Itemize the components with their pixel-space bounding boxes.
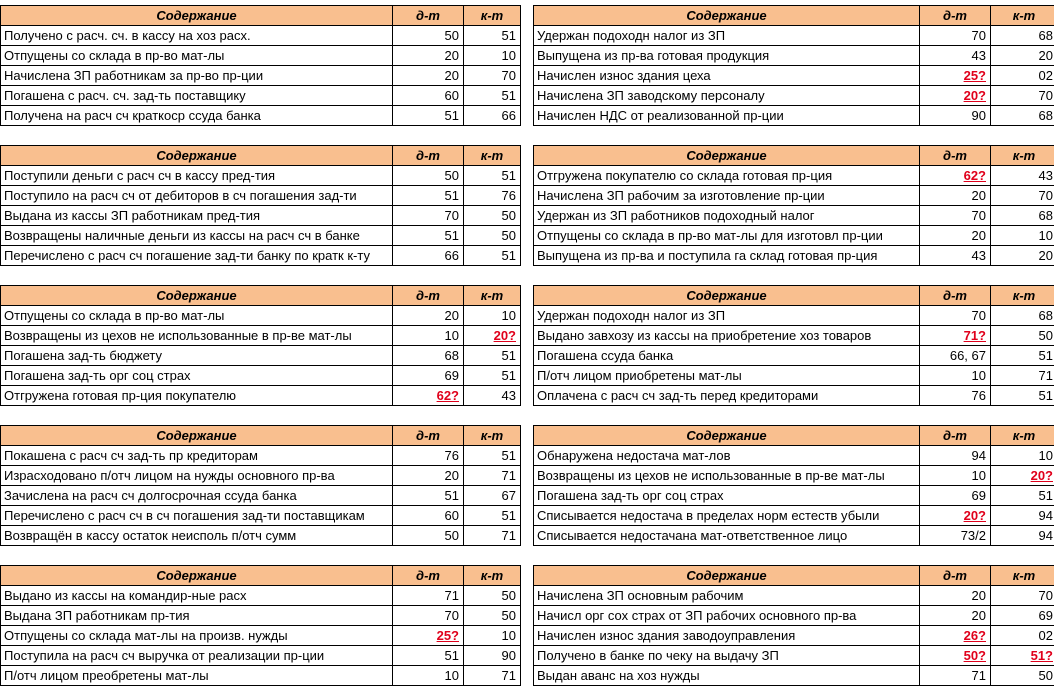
- credit-cell[interactable]: 67: [464, 486, 521, 506]
- credit-cell[interactable]: 43: [991, 166, 1054, 186]
- content-cell[interactable]: Зачислена на расч сч долгосрочная ссуда банка: [1, 486, 393, 506]
- table-row: [534, 526, 1054, 546]
- credit-cell[interactable]: 51: [991, 486, 1054, 506]
- table-row: [534, 306, 1054, 326]
- header-content[interactable]: Содержание: [1, 146, 393, 166]
- header-content[interactable]: Содержание: [534, 286, 920, 306]
- table-row: [1, 486, 521, 506]
- content-cell[interactable]: Начислена ЗП работникам за пр-во пр-ции: [1, 66, 393, 86]
- debit-cell[interactable]: 71: [393, 586, 464, 606]
- credit-cell[interactable]: 70: [991, 186, 1054, 206]
- table-row: [1, 186, 521, 206]
- debit-cell[interactable]: 43: [920, 46, 991, 66]
- content-cell[interactable]: Списывается недостачана мат-ответственное лицо: [534, 526, 920, 546]
- left-table-group-2: [0, 145, 521, 266]
- debit-cell[interactable]: 50: [393, 26, 464, 46]
- debit-cell[interactable]: 43: [920, 246, 991, 266]
- table-row: [534, 666, 1054, 686]
- content-cell[interactable]: П/отч лицом преобретены мат-лы: [1, 666, 393, 686]
- content-cell[interactable]: Возвращён в кассу остаток неисполь п/отч сумм: [1, 526, 393, 546]
- table-row: [1, 466, 521, 486]
- debit-cell[interactable]: 51: [393, 646, 464, 666]
- credit-cell[interactable]: 51: [464, 346, 521, 366]
- debit-cell[interactable]: 76: [393, 446, 464, 466]
- table-row: [1, 506, 521, 526]
- debit-cell[interactable]: 25?: [920, 66, 991, 86]
- table-row: [534, 106, 1054, 126]
- debit-cell[interactable]: 76: [920, 386, 991, 406]
- table-row: [1, 206, 521, 226]
- content-cell[interactable]: Погашена зад-ть орг соц страх: [534, 486, 920, 506]
- table-row: [1, 46, 521, 66]
- header-content[interactable]: Содержание: [534, 6, 920, 26]
- debit-cell[interactable]: 70: [393, 206, 464, 226]
- debit-cell[interactable]: 20: [920, 226, 991, 246]
- table-row: [1, 366, 521, 386]
- debit-cell[interactable]: 62?: [393, 386, 464, 406]
- debit-cell[interactable]: 68: [393, 346, 464, 366]
- header-debit[interactable]: д-т: [393, 146, 464, 166]
- credit-cell[interactable]: 51: [464, 26, 521, 46]
- content-cell[interactable]: Получено с расч. сч. в кассу на хоз расх.: [1, 26, 393, 46]
- credit-cell[interactable]: 51: [464, 166, 521, 186]
- content-cell[interactable]: Начислен износ здания цеха: [534, 66, 920, 86]
- table-row: [534, 486, 1054, 506]
- debit-cell[interactable]: 25?: [393, 626, 464, 646]
- content-cell[interactable]: Погашена с расч. сч. зад-ть поставщику: [1, 86, 393, 106]
- credit-cell[interactable]: 02: [991, 626, 1054, 646]
- content-cell[interactable]: Получена на расч сч краткоср ссуда банка: [1, 106, 393, 126]
- content-cell[interactable]: Получено в банке по чеку на выдачу ЗП: [534, 646, 920, 666]
- table-row: [534, 206, 1054, 226]
- credit-cell[interactable]: 51: [464, 366, 521, 386]
- table-row: [534, 326, 1054, 346]
- credit-cell[interactable]: 76: [464, 186, 521, 206]
- table-row: [534, 386, 1054, 406]
- header-credit[interactable]: к-т: [464, 6, 521, 26]
- right-table-group-3: [533, 285, 1054, 406]
- credit-cell[interactable]: 51: [991, 386, 1054, 406]
- content-cell[interactable]: Выдано из кассы на командир-ные расх: [1, 586, 393, 606]
- credit-cell[interactable]: 10: [464, 46, 521, 66]
- table-row: [534, 506, 1054, 526]
- table-row: [534, 66, 1054, 86]
- content-cell[interactable]: Перечислено с расч сч погашение зад-ти банку по кратк к-ту: [1, 246, 393, 266]
- header-row: [1, 146, 521, 166]
- table-row: [534, 26, 1054, 46]
- header-credit[interactable]: к-т: [464, 286, 521, 306]
- debit-cell[interactable]: 51: [393, 486, 464, 506]
- header-row: [1, 286, 521, 306]
- header-row: [534, 426, 1054, 446]
- credit-cell[interactable]: 69: [991, 606, 1054, 626]
- header-debit[interactable]: д-т: [920, 146, 991, 166]
- table-row: [534, 446, 1054, 466]
- debit-cell[interactable]: 10: [920, 466, 991, 486]
- credit-cell[interactable]: 71: [464, 666, 521, 686]
- credit-cell[interactable]: 50: [991, 666, 1054, 686]
- credit-cell[interactable]: 70: [464, 66, 521, 86]
- table-row: [534, 586, 1054, 606]
- credit-cell[interactable]: 10: [464, 306, 521, 326]
- table-row: [1, 646, 521, 666]
- table-row: [1, 606, 521, 626]
- debit-cell[interactable]: 51: [393, 106, 464, 126]
- debit-cell[interactable]: 70: [920, 26, 991, 46]
- left-table-group-5: [0, 565, 521, 686]
- table-row: [534, 226, 1054, 246]
- table-row: [1, 306, 521, 326]
- table-row: [534, 346, 1054, 366]
- content-cell[interactable]: Начислена ЗП заводскому персоналу: [534, 86, 920, 106]
- content-cell[interactable]: Выдан аванс на хоз нужды: [534, 666, 920, 686]
- content-cell[interactable]: Начисл орг сох страх от ЗП рабочих основного пр-ва: [534, 606, 920, 626]
- credit-cell[interactable]: 10: [464, 626, 521, 646]
- credit-cell[interactable]: 71: [991, 366, 1054, 386]
- content-cell[interactable]: Отгружена покупателю со склада готовая пр-ция: [534, 166, 920, 186]
- table-row: [1, 626, 521, 646]
- right-table-group-4: [533, 425, 1054, 546]
- credit-cell[interactable]: 20?: [991, 466, 1054, 486]
- credit-cell[interactable]: 51?: [991, 646, 1054, 666]
- debit-cell[interactable]: 69: [393, 366, 464, 386]
- content-cell[interactable]: Удержан подоходн налог из ЗП: [534, 306, 920, 326]
- credit-cell[interactable]: 10: [991, 226, 1054, 246]
- header-debit[interactable]: д-т: [393, 286, 464, 306]
- credit-cell[interactable]: 50: [464, 586, 521, 606]
- content-cell[interactable]: Отпущены со склада мат-лы на произв. нужды: [1, 626, 393, 646]
- content-cell[interactable]: Поступила на расч сч выручка от реализации пр-ции: [1, 646, 393, 666]
- table-row: [1, 66, 521, 86]
- table-row: [534, 166, 1054, 186]
- content-cell[interactable]: Выпущена из пр-ва и поступила га склад готовая пр-ция: [534, 246, 920, 266]
- content-cell[interactable]: Поступили деньги с расч сч в кассу пред-тия: [1, 166, 393, 186]
- right-table-group-2: [533, 145, 1054, 266]
- credit-cell[interactable]: 51: [464, 86, 521, 106]
- content-cell[interactable]: Погашена зад-ть бюджету: [1, 346, 393, 366]
- content-cell[interactable]: Удержан подоходн налог из ЗП: [534, 26, 920, 46]
- content-cell[interactable]: Возвращены наличные деньги из кассы на расч сч в банке: [1, 226, 393, 246]
- content-cell[interactable]: Отпущены со склада в пр-во мат-лы: [1, 46, 393, 66]
- credit-cell[interactable]: 20: [991, 46, 1054, 66]
- debit-cell[interactable]: 26?: [920, 626, 991, 646]
- table-row: [1, 26, 521, 46]
- header-credit[interactable]: к-т: [464, 146, 521, 166]
- credit-cell[interactable]: 51: [464, 246, 521, 266]
- debit-cell[interactable]: 69: [920, 486, 991, 506]
- credit-cell[interactable]: 20: [991, 246, 1054, 266]
- header-credit[interactable]: к-т: [991, 566, 1054, 586]
- table-row: [1, 246, 521, 266]
- table-row: [1, 386, 521, 406]
- debit-cell[interactable]: 10: [393, 326, 464, 346]
- header-credit[interactable]: к-т: [991, 6, 1054, 26]
- header-debit[interactable]: д-т: [920, 426, 991, 446]
- credit-cell[interactable]: 90: [464, 646, 521, 666]
- header-row: [1, 6, 521, 26]
- credit-cell[interactable]: 50: [464, 606, 521, 626]
- header-content[interactable]: Содержание: [1, 426, 393, 446]
- table-row: [1, 166, 521, 186]
- debit-cell[interactable]: 20: [393, 306, 464, 326]
- debit-cell[interactable]: 66: [393, 246, 464, 266]
- credit-cell[interactable]: 68: [991, 206, 1054, 226]
- header-row: [534, 286, 1054, 306]
- debit-cell[interactable]: 51: [393, 226, 464, 246]
- credit-cell[interactable]: 68: [991, 26, 1054, 46]
- table-row: [534, 626, 1054, 646]
- content-cell[interactable]: Возвращены из цехов не использованные в пр-ве мат-лы: [534, 466, 920, 486]
- debit-cell[interactable]: 20: [920, 586, 991, 606]
- debit-cell[interactable]: 71?: [920, 326, 991, 346]
- table-row: [534, 466, 1054, 486]
- debit-cell[interactable]: 20: [920, 606, 991, 626]
- header-row: [534, 566, 1054, 586]
- debit-cell[interactable]: 10: [393, 666, 464, 686]
- table-row: [534, 246, 1054, 266]
- left-table-group-1: [0, 5, 521, 126]
- header-row: [534, 6, 1054, 26]
- table-row: [1, 106, 521, 126]
- content-cell[interactable]: Списывается недостача в пределах норм естеств убыли: [534, 506, 920, 526]
- header-debit[interactable]: д-т: [393, 426, 464, 446]
- credit-cell[interactable]: 70: [991, 586, 1054, 606]
- debit-cell[interactable]: 51: [393, 186, 464, 206]
- debit-cell[interactable]: 50: [393, 166, 464, 186]
- table-row: [1, 666, 521, 686]
- header-credit[interactable]: к-т: [464, 566, 521, 586]
- debit-cell[interactable]: 20?: [920, 86, 991, 106]
- table-row: [534, 86, 1054, 106]
- header-debit[interactable]: д-т: [393, 6, 464, 26]
- content-cell[interactable]: Начислен НДС от реализованной пр-ции: [534, 106, 920, 126]
- right-table-group-1: [533, 5, 1054, 126]
- debit-cell[interactable]: 70: [920, 306, 991, 326]
- credit-cell[interactable]: 20?: [464, 326, 521, 346]
- debit-cell[interactable]: 20: [920, 186, 991, 206]
- right-table-group-5: [533, 565, 1054, 686]
- header-credit[interactable]: к-т: [991, 426, 1054, 446]
- header-content[interactable]: Содержание: [1, 286, 393, 306]
- credit-cell[interactable]: 66: [464, 106, 521, 126]
- table-row: [534, 366, 1054, 386]
- content-cell[interactable]: Выпущена из пр-ва готовая продукция: [534, 46, 920, 66]
- left-table-group-3: [0, 285, 521, 406]
- credit-cell[interactable]: 10: [991, 446, 1054, 466]
- header-content[interactable]: Содержание: [534, 566, 920, 586]
- header-content[interactable]: Содержание: [534, 146, 920, 166]
- header-content[interactable]: Содержание: [1, 566, 393, 586]
- content-cell[interactable]: Начислена ЗП рабочим за изготовление пр-ции: [534, 186, 920, 206]
- credit-cell[interactable]: 50: [464, 206, 521, 226]
- header-debit[interactable]: д-т: [920, 6, 991, 26]
- content-cell[interactable]: Израсходовано п/отч лицом на нужды основного пр-ва: [1, 466, 393, 486]
- debit-cell[interactable]: 94: [920, 446, 991, 466]
- credit-cell[interactable]: 51: [464, 446, 521, 466]
- left-table-group-4: [0, 425, 521, 546]
- content-cell[interactable]: Погашена зад-ть орг соц страх: [1, 366, 393, 386]
- credit-cell[interactable]: 50: [464, 226, 521, 246]
- table-row: [534, 646, 1054, 666]
- content-cell[interactable]: Обнаружена недостача мат-лов: [534, 446, 920, 466]
- table-row: [534, 606, 1054, 626]
- credit-cell[interactable]: 68: [991, 306, 1054, 326]
- header-content[interactable]: Содержание: [1, 6, 393, 26]
- content-cell[interactable]: Перечислено с расч сч в сч погашения зад-ти поставщикам: [1, 506, 393, 526]
- debit-cell[interactable]: 20?: [920, 506, 991, 526]
- debit-cell[interactable]: 20: [393, 466, 464, 486]
- content-cell[interactable]: Отпущены со склада в пр-во мат-лы для изготовл пр-ции: [534, 226, 920, 246]
- credit-cell[interactable]: 51: [991, 346, 1054, 366]
- credit-cell[interactable]: 94: [991, 526, 1054, 546]
- content-cell[interactable]: Начислена ЗП основным рабочим: [534, 586, 920, 606]
- content-cell[interactable]: Начислен износ здания заводоуправления: [534, 626, 920, 646]
- debit-cell[interactable]: 50?: [920, 646, 991, 666]
- header-credit[interactable]: к-т: [464, 426, 521, 446]
- header-credit[interactable]: к-т: [991, 146, 1054, 166]
- credit-cell[interactable]: 68: [991, 106, 1054, 126]
- debit-cell[interactable]: 50: [393, 526, 464, 546]
- debit-cell[interactable]: 70: [920, 206, 991, 226]
- table-row: [1, 446, 521, 466]
- credit-cell[interactable]: 94: [991, 506, 1054, 526]
- content-cell[interactable]: Отгружена готовая пр-ция покупателю: [1, 386, 393, 406]
- header-content[interactable]: Содержание: [534, 426, 920, 446]
- table-row: [534, 46, 1054, 66]
- header-credit[interactable]: к-т: [991, 286, 1054, 306]
- content-cell[interactable]: Возвращены из цехов не использованные в пр-ве мат-лы: [1, 326, 393, 346]
- credit-cell[interactable]: 43: [464, 386, 521, 406]
- content-cell[interactable]: Поступило на расч сч от дебиторов в сч погашения зад-ти: [1, 186, 393, 206]
- header-debit[interactable]: д-т: [920, 286, 991, 306]
- debit-cell[interactable]: 62?: [920, 166, 991, 186]
- table-row: [1, 346, 521, 366]
- credit-cell[interactable]: 71: [464, 466, 521, 486]
- credit-cell[interactable]: 70: [991, 86, 1054, 106]
- credit-cell[interactable]: 50: [991, 326, 1054, 346]
- table-row: [1, 326, 521, 346]
- content-cell[interactable]: Выдана ЗП работникам пр-тия: [1, 606, 393, 626]
- debit-cell[interactable]: 70: [393, 606, 464, 626]
- table-row: [1, 526, 521, 546]
- debit-cell[interactable]: 60: [393, 86, 464, 106]
- content-cell[interactable]: П/отч лицом приобретены мат-лы: [534, 366, 920, 386]
- debit-cell[interactable]: 66, 67: [920, 346, 991, 366]
- debit-cell[interactable]: 20: [393, 46, 464, 66]
- header-debit[interactable]: д-т: [920, 566, 991, 586]
- content-cell[interactable]: Выдано завхозу из кассы на приобретение хоз товаров: [534, 326, 920, 346]
- content-cell[interactable]: Погашена ссуда банка: [534, 346, 920, 366]
- header-debit[interactable]: д-т: [393, 566, 464, 586]
- content-cell[interactable]: Удержан из ЗП работников подоходный налог: [534, 206, 920, 226]
- credit-cell[interactable]: 71: [464, 526, 521, 546]
- header-row: [1, 426, 521, 446]
- credit-cell[interactable]: 51: [464, 506, 521, 526]
- content-cell[interactable]: Оплачена с расч сч зад-ть перед кредиторами: [534, 386, 920, 406]
- debit-cell[interactable]: 90: [920, 106, 991, 126]
- debit-cell[interactable]: 20: [393, 66, 464, 86]
- table-row: [534, 186, 1054, 206]
- content-cell[interactable]: Отпущены со склада в пр-во мат-лы: [1, 306, 393, 326]
- debit-cell[interactable]: 73/2: [920, 526, 991, 546]
- table-row: [1, 226, 521, 246]
- debit-cell[interactable]: 71: [920, 666, 991, 686]
- debit-cell[interactable]: 10: [920, 366, 991, 386]
- header-row: [1, 566, 521, 586]
- debit-cell[interactable]: 60: [393, 506, 464, 526]
- content-cell[interactable]: Выдана из кассы ЗП работникам пред-тия: [1, 206, 393, 226]
- header-row: [534, 146, 1054, 166]
- credit-cell[interactable]: 02: [991, 66, 1054, 86]
- table-row: [1, 586, 521, 606]
- table-row: [1, 86, 521, 106]
- content-cell[interactable]: Покашена с расч сч зад-ть пр кредиторам: [1, 446, 393, 466]
